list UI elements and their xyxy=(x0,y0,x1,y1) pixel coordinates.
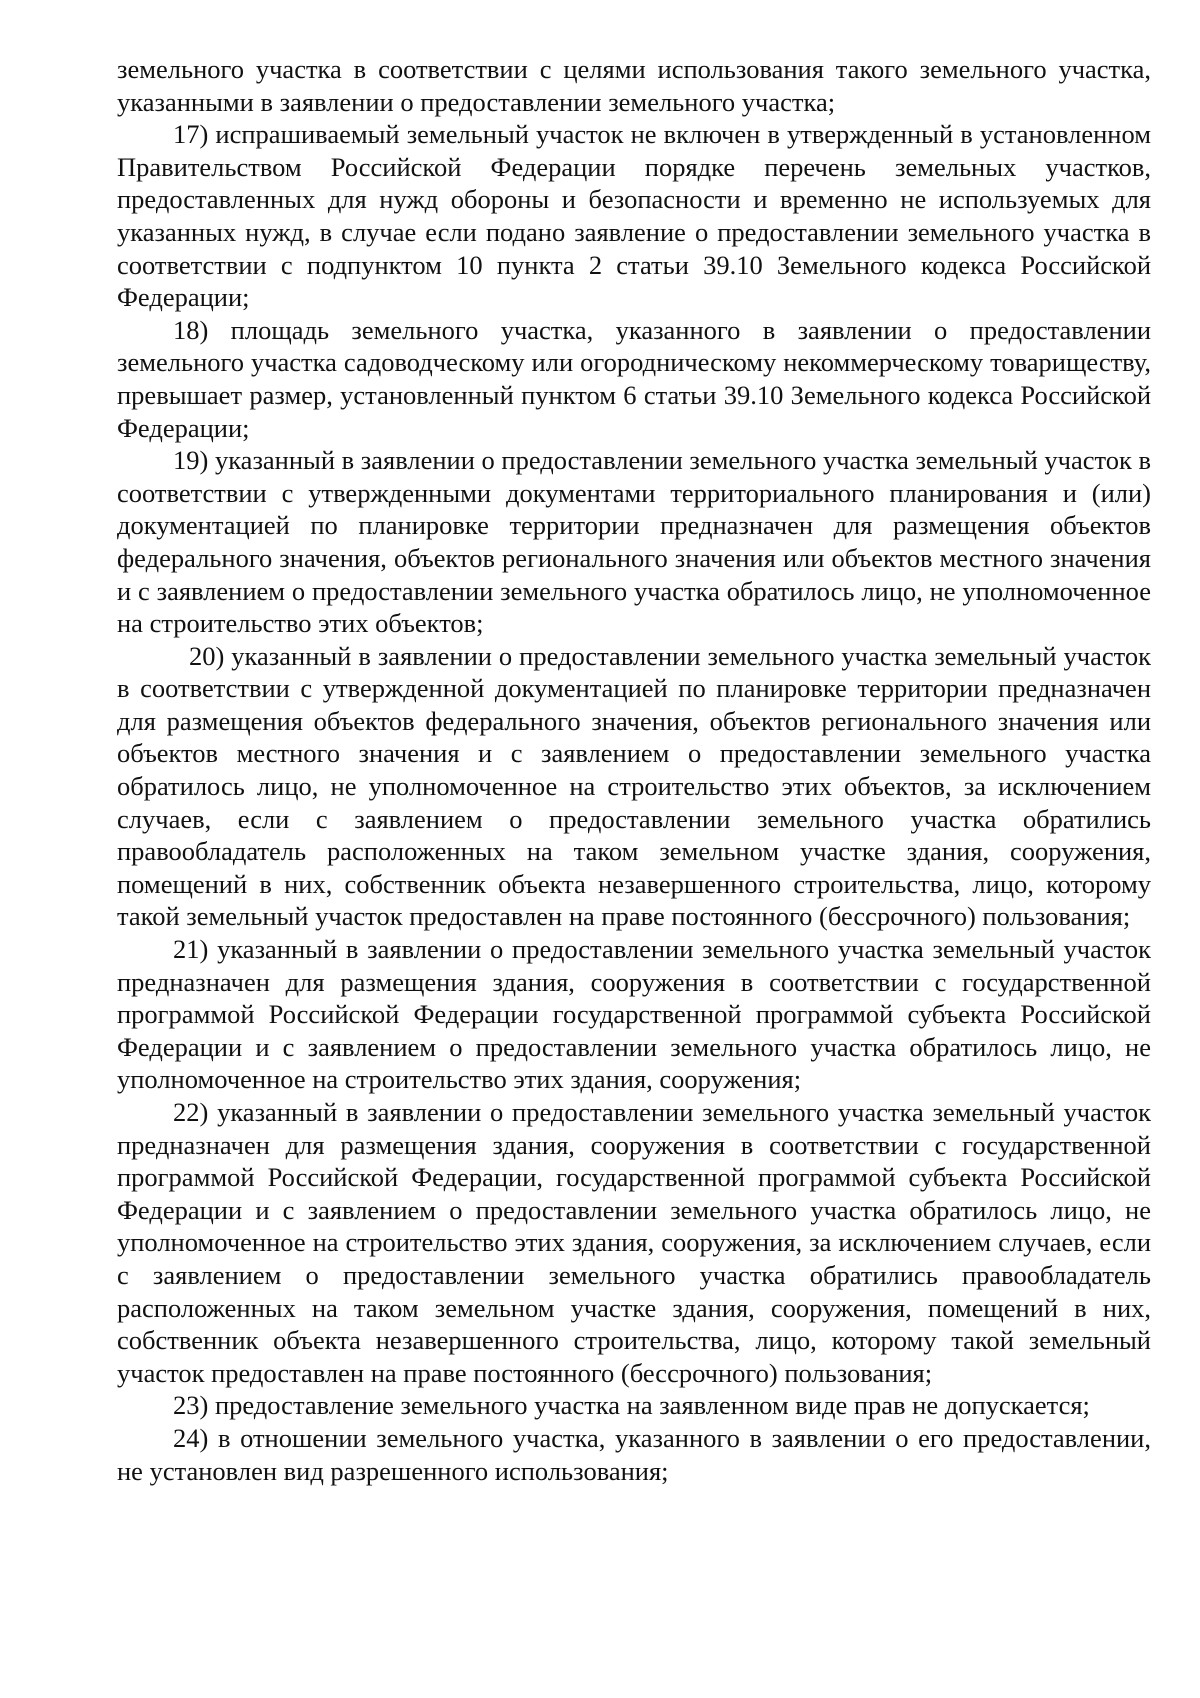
paragraph-item-18: 18) площадь земельного участка, указанного в заявлении о предоставлении земельного участка садоводческому или огородническому некоммерческому товариществу, превышает размер, установленный пунктом 6 статьи 39.10 Земельного кодекса Российской Федерации; xyxy=(117,314,1151,443)
paragraph-continuation: земельного участка в соответствии с целями использования такого земельного участка, указанными в заявлении о предоставлении земельного участка; xyxy=(117,54,1151,117)
paragraph-item-23: 23) предоставление земельного участка на заявленном виде прав не допускается; xyxy=(173,1390,1090,1421)
paragraph-item-24: 24) в отношении земельного участка, указанного в заявлении о его предоставлении, не установлен вид разрешенного использования; xyxy=(117,1422,1151,1486)
paragraph-item-20: 20) указанный в заявлении о предоставлении земельного участка земельный участок в соответствии с утвержденной документацией по планировке территории предназначен для размещения объектов федерального значения, объектов регионального значения или объектов местного значения и с заявлением о предоставлении земельного участка обратилось лицо, не уполномоченное на строительство этих объектов, за исключением случаев, если с заявлением о предоставлении земельного участка обратились правообладатель расположенных на таком земельном участке здания, сооружения, помещений в них, собственник объекта незавершенного строительства, лицо, которому такой земельный участок предоставлен на праве постоянного (бессрочного) пользования; xyxy=(117,640,1151,932)
paragraph-item-21: 21) указанный в заявлении о предоставлении земельного участка земельный участок предназначен для размещения здания, сооружения в соответствии с государственной программой Российской Федерации государственной программой субъекта Российской Федерации и с заявлением о предоставлении земельного участка обратилось лицо, не уполномоченное на строительство этих здания, сооружения; xyxy=(117,934,1151,1095)
document-page xyxy=(117,53,1151,1487)
paragraph-item-19: 19) указанный в заявлении о предоставлении земельного участка земельный участок в соответствии с утвержденными документами территориального планирования и (или) документацией по планировке территории предназначен для размещения объектов федерального значения, объектов регионального значения или объектов местного значения и с заявлением о предоставлении земельного участка обратилось лицо, не уполномоченное на строительство этих объектов; xyxy=(117,445,1151,639)
paragraph-item-22: 22) указанный в заявлении о предоставлении земельного участка земельный участок предназначен для размещения здания, сооружения в соответствии с государственной программой Российской Федерации, государственной программой субъекта Российской Федерации и с заявлением о предоставлении земельного участка обратилось лицо, не уполномоченное на строительство этих здания, сооружения, за исключением случаев, если с заявлением о предоставлении земельного участка обратились правообладатель расположенных на таком земельном участке здания, сооружения, помещений в них, собственник объекта незавершенного строительства, лицо, которому такой земельный участок предоставлен на праве постоянного (бессрочного) пользования; xyxy=(117,1097,1151,1388)
paragraph-item-17: 17) испрашиваемый земельный участок не включен в утвержденный в установленном Правительством Российской Федерации порядке перечень земельных участков, предоставленных для нужд обороны и безопасности и временно не используемых для указанных нужд, в случае если подано заявление о предоставлении земельного участка в соответствии с подпунктом 10 пункта 2 статьи 39.10 Земельного кодекса Российской Федерации; xyxy=(117,119,1151,313)
